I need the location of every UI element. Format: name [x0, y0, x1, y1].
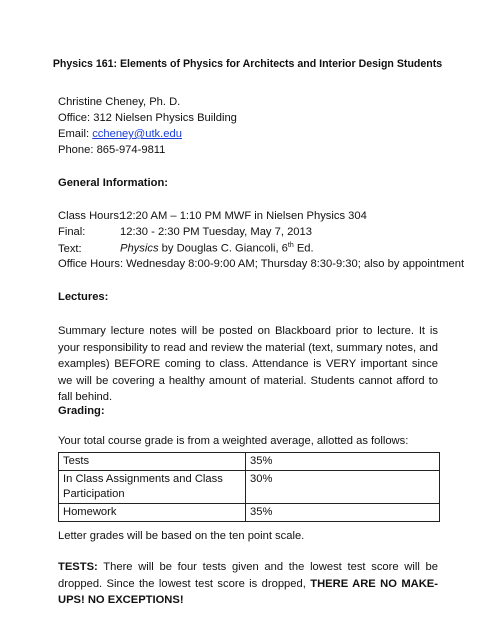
email-label: Email: [58, 128, 93, 140]
grade-item: Homework [59, 504, 246, 522]
instructor-office: Office: 312 Nielsen Physics Building [58, 112, 237, 124]
table-row [59, 453, 440, 471]
final-line [58, 226, 312, 238]
grading-intro: Your total course grade is from a weighted average, allotted as follows: [58, 435, 409, 447]
final-value: 12:30 - 2:30 PM Tuesday, May 7, 2013 [120, 226, 312, 238]
edition-end: Ed. [293, 242, 314, 255]
tests-emphasis: THERE ARE NO MAKE-UPS! NO EXCEPTIONS! [58, 577, 438, 606]
instructor-name: Christine Cheney, Ph. D. [58, 96, 181, 108]
textbook-author: by Douglas C. Giancoli, 6 [158, 242, 288, 255]
tests-body: There will be four tests given and the lowest test score will be dropped. Since the lowest test score is dropped, [58, 561, 438, 590]
tests-paragraph [58, 559, 438, 609]
grade-weight: 35% [246, 453, 440, 471]
edition-sup: th [287, 242, 294, 249]
instructor-email-line [58, 128, 182, 140]
course-title: Physics 161: Elements of Physics for Architects and Interior Design Students [52, 58, 443, 70]
instructor-phone: Phone: 865-974-9811 [58, 144, 166, 156]
final-label: Final: [58, 226, 86, 238]
table-row [59, 504, 440, 522]
text-label: Text: [58, 242, 82, 255]
grading-heading: Grading: [58, 405, 105, 417]
grading-scale-note: Letter grades will be based on the ten point scale. [58, 530, 305, 542]
class-hours-value: 12:20 AM – 1:10 PM MWF in Nielsen Physics 304 [120, 210, 367, 222]
text-line [58, 242, 314, 255]
grade-item: In Class Assignments and Class Participation [59, 471, 246, 504]
class-hours-label: Class Hours: [58, 210, 123, 222]
tests-label: TESTS: [58, 561, 98, 573]
lectures-body: Summary lecture notes will be posted on Blackboard prior to lecture. It is your responsibility to read and review the material (text, summary notes, and examples) BEFORE coming to class. Attendance is VERY important since we will be covering a healthy amount of material. Students cannot afford to fall behind. [58, 325, 438, 403]
grade-weights-table [58, 452, 440, 522]
grade-weight: 30% [246, 471, 440, 504]
office-hours: Office Hours: Wednesday 8:00-9:00 AM; Thursday 8:30-9:30; also by appointment [58, 258, 465, 270]
grade-item: Tests [59, 453, 246, 471]
general-info-heading: General Information: [58, 177, 169, 189]
lectures-heading: Lectures: [58, 291, 109, 303]
grade-weight: 35% [246, 504, 440, 522]
email-link[interactable]: ccheney@utk.edu [92, 128, 182, 140]
class-hours-line [58, 210, 367, 222]
textbook-title: Physics [120, 242, 159, 255]
table-row [59, 471, 440, 504]
